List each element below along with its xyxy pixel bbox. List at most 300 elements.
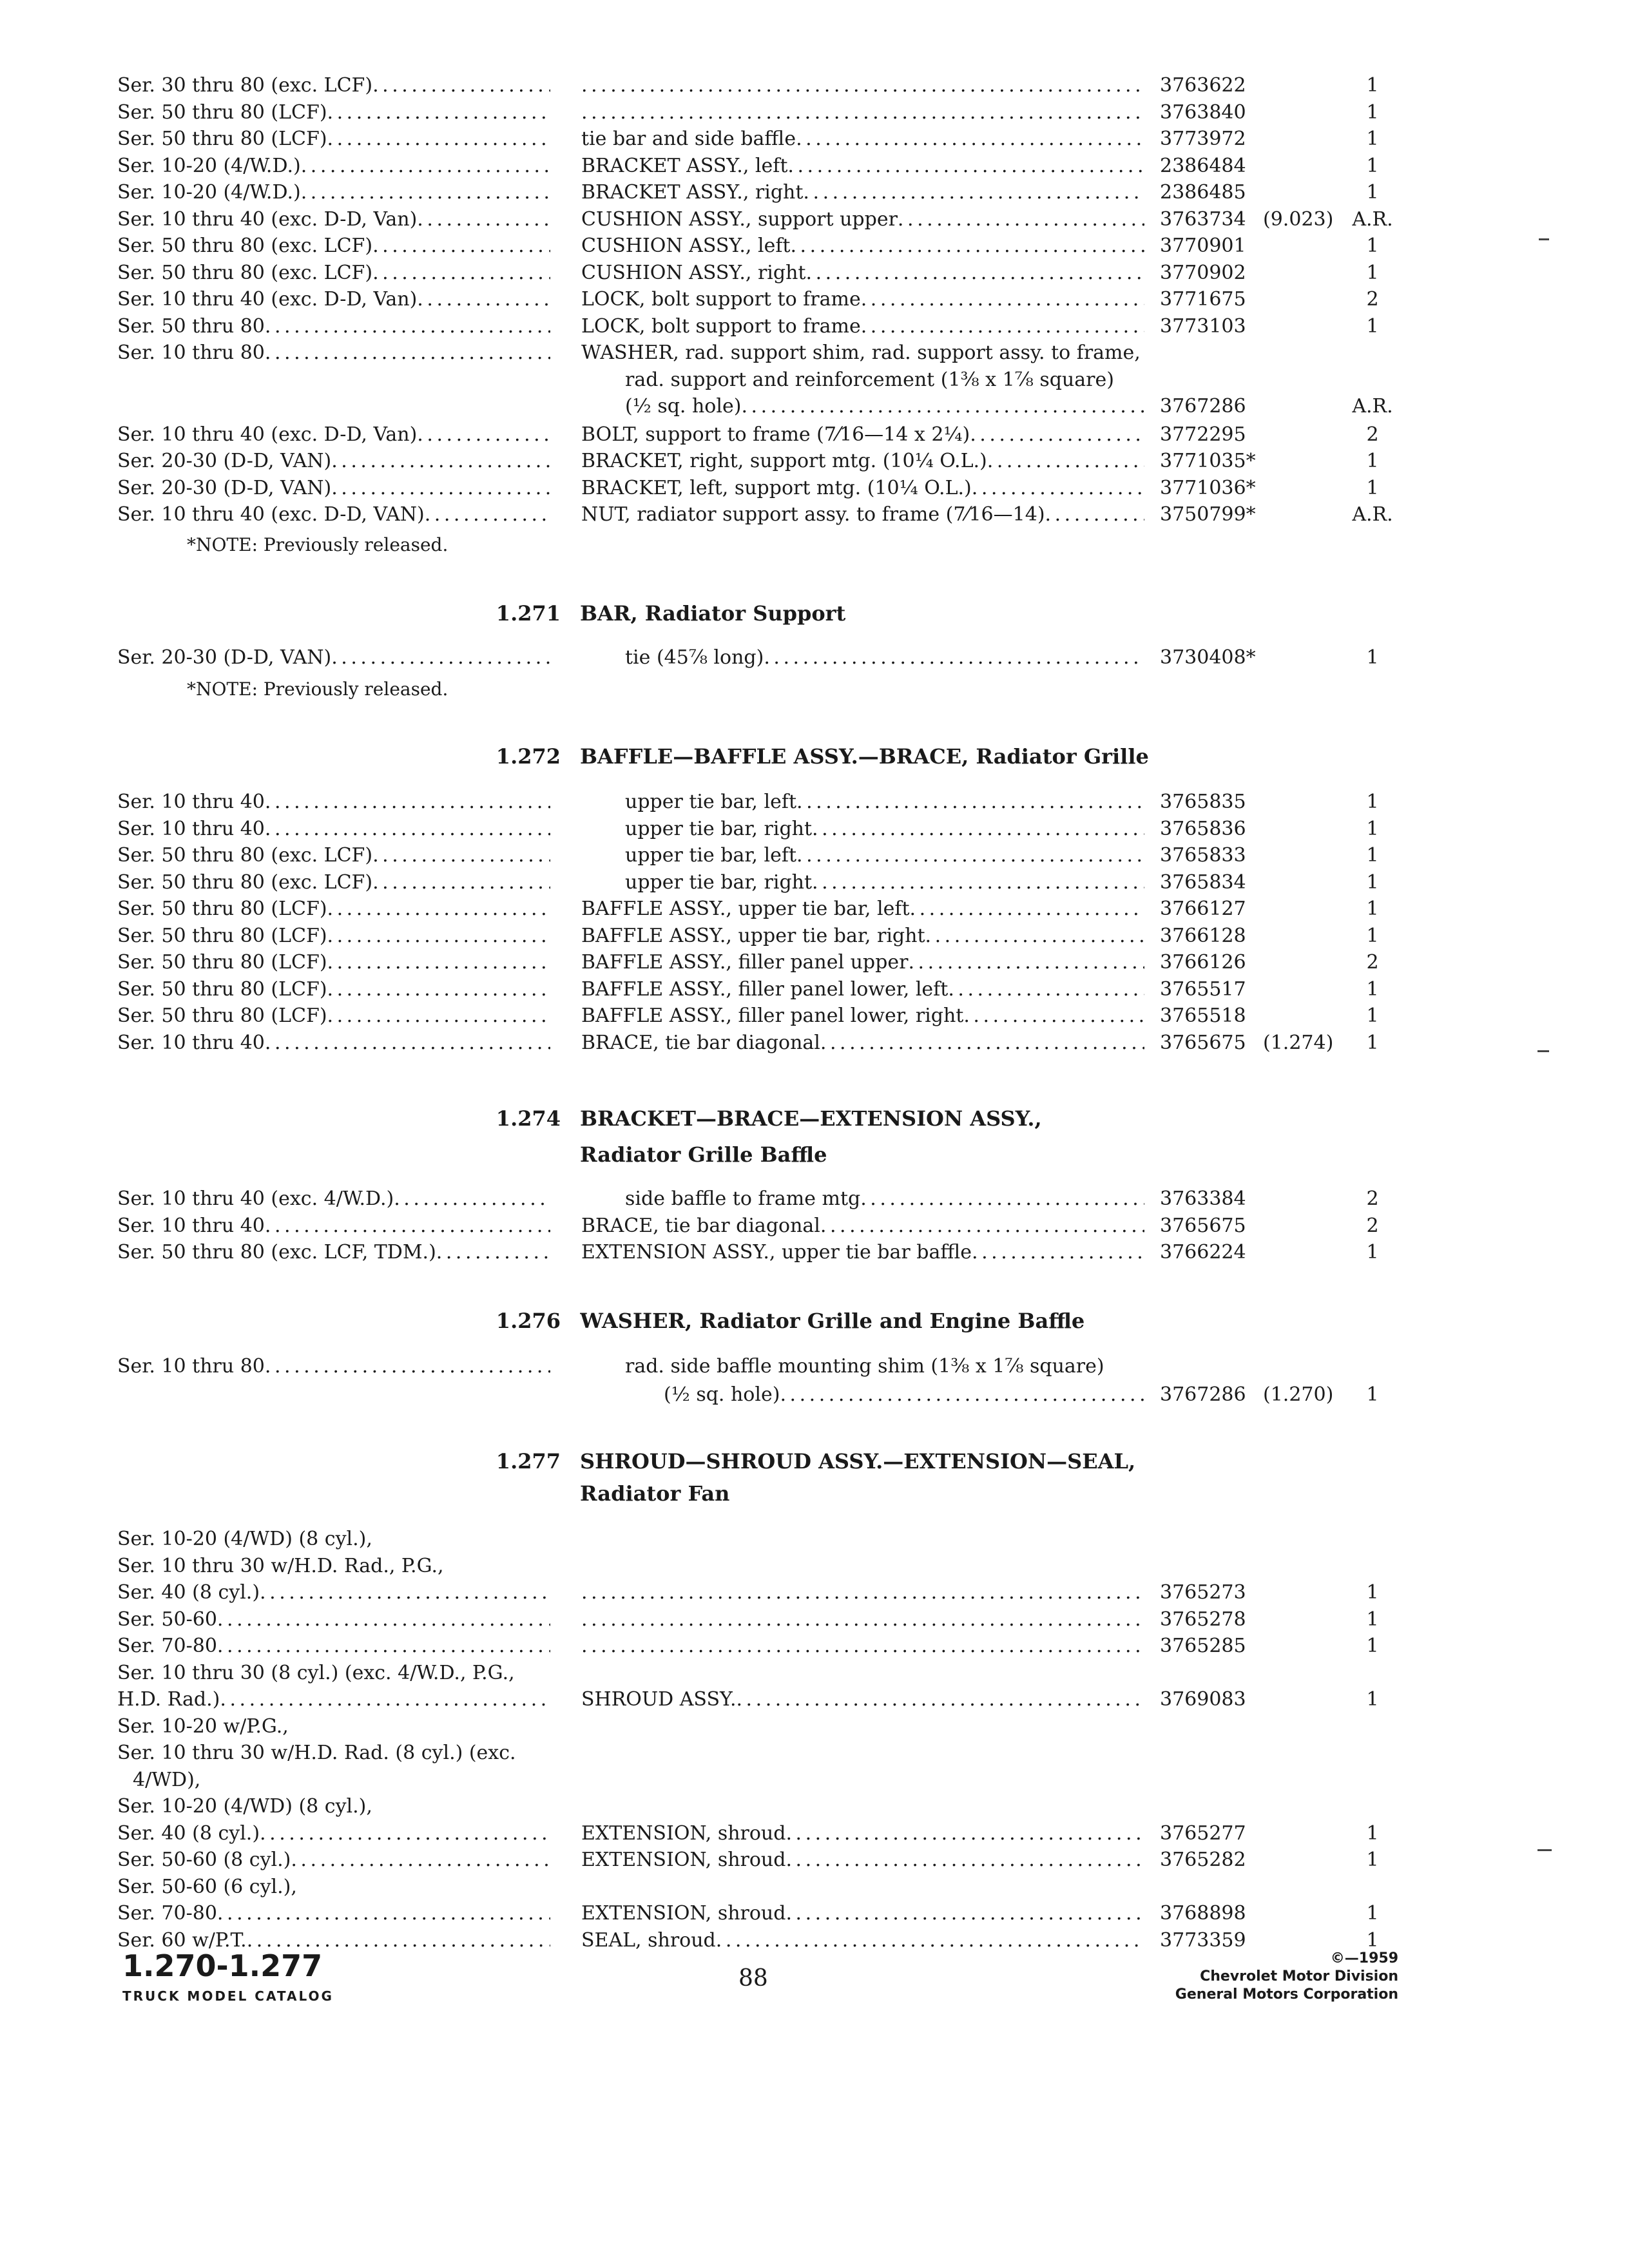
applicability-text: Ser. 50-60 [117, 1608, 217, 1631]
quantity: 1 [1366, 1849, 1379, 1871]
quantity: A.R. [1352, 503, 1393, 526]
part-number: 3769083 [1160, 1688, 1246, 1711]
applicability-text: Ser. 20-30 (D-D, VAN) [117, 450, 332, 472]
part-row [0, 869, 1629, 896]
dot-leader [898, 206, 1144, 233]
applicability [117, 233, 550, 260]
quantity: 2 [1366, 951, 1379, 974]
part-description [625, 789, 1144, 816]
section-title: BRACKET—BRACE—EXTENSION ASSY., [580, 1106, 1042, 1131]
part-description-text: SEAL, shroud [581, 1929, 716, 1952]
part-description [581, 313, 1144, 340]
part-row [0, 789, 1629, 816]
applicability-text: Ser. 10 thru 40 [117, 1215, 265, 1237]
section-title: SHROUD—SHROUD ASSY.—EXTENSION—SEAL, [580, 1449, 1136, 1474]
part-number: 3765675 [1160, 1215, 1246, 1237]
section-number: 1.276 [496, 1309, 561, 1333]
applicability-row [0, 1526, 1629, 1553]
quantity: 1 [1366, 1635, 1379, 1657]
applicability-row [0, 1874, 1629, 1901]
quantity: 1 [1366, 181, 1379, 204]
dot-leader [327, 923, 550, 950]
dot-leader [820, 1030, 1144, 1057]
dot-leader [581, 1579, 1144, 1606]
section-title: BAFFLE—BAFFLE ASSY.—BRACE, Radiator Grille [580, 744, 1149, 769]
applicability-text: Ser. 70-80 [117, 1635, 217, 1657]
applicability-text: Ser. 20-30 (D-D, VAN) [117, 477, 332, 499]
section-number: 1.272 [496, 744, 561, 769]
dot-leader [987, 448, 1144, 475]
part-row [0, 816, 1629, 843]
part-row [0, 99, 1629, 126]
part-description [581, 260, 1144, 287]
part-row [0, 501, 1629, 528]
part-row [0, 1820, 1629, 1847]
part-description-text: BRACKET, right, support mtg. (10¼ O.L.) [581, 450, 987, 472]
part-description-text: BRACKET ASSY., right [581, 181, 804, 204]
quantity: 1 [1366, 898, 1379, 920]
part-description-text: BAFFLE ASSY., filler panel upper [581, 951, 909, 974]
quantity: A.R. [1352, 395, 1393, 418]
applicability [117, 260, 550, 287]
part-description [581, 206, 1144, 233]
dot-leader [265, 340, 550, 367]
footer-catalog-name: TRUCK MODEL CATALOG [122, 1988, 334, 2004]
part-number: 3765836 [1160, 818, 1246, 840]
part-description-text: LOCK, bolt support to frame [581, 288, 861, 311]
quantity: 1 [1366, 1608, 1379, 1631]
applicability [117, 896, 550, 923]
dot-leader [812, 869, 1144, 896]
part-number: 3765278 [1160, 1608, 1246, 1631]
part-description-text: EXTENSION, shroud [581, 1849, 786, 1871]
quantity: 2 [1366, 423, 1379, 446]
part-description [581, 1927, 1144, 1954]
applicability [117, 1213, 550, 1240]
part-row [0, 1003, 1629, 1030]
part-number: 2386485 [1160, 181, 1246, 204]
part-number: 3763734 [1160, 208, 1246, 231]
part-number: 2386484 [1160, 155, 1246, 177]
applicability [117, 126, 550, 153]
dot-leader [764, 644, 1144, 671]
margin-mark [1539, 238, 1549, 240]
applicability [117, 923, 550, 950]
applicability-text: Ser. 10 thru 40 (exc. D-D, Van) [117, 423, 418, 446]
part-description [581, 1686, 1144, 1713]
applicability [117, 1847, 550, 1874]
dot-leader [327, 99, 550, 126]
part-description [581, 1003, 1144, 1030]
applicability [117, 1606, 550, 1633]
applicability-row [0, 1767, 1629, 1794]
applicability [117, 842, 550, 869]
dot-leader [581, 99, 1144, 126]
part-row [0, 1239, 1629, 1266]
dot-leader [260, 1579, 550, 1606]
quantity: 2 [1366, 1187, 1379, 1210]
part-description [581, 179, 1144, 206]
part-description [581, 99, 1144, 126]
part-description-text: BAFFLE ASSY., filler panel lower, left [581, 978, 949, 1001]
part-number: 3771036* [1160, 477, 1256, 499]
dot-leader [327, 976, 550, 1003]
footnote: *NOTE: Previously released. [187, 534, 448, 555]
applicability-text: H.D. Rad.) [117, 1688, 220, 1711]
dot-leader [963, 1003, 1144, 1030]
applicability-row [0, 1740, 1629, 1767]
dot-leader [786, 1820, 1144, 1847]
part-number: 3763622 [1160, 74, 1246, 97]
applicability: Ser. 10 thru 30 w/H.D. Rad. (8 cyl.) (exc. [117, 1742, 516, 1764]
part-row [0, 286, 1629, 313]
part-description-text: upper tie bar, right [625, 871, 813, 894]
part-row [0, 153, 1629, 180]
section-title: Radiator Grille Baffle [580, 1142, 827, 1167]
applicability-text: Ser. 40 (8 cyl.) [117, 1822, 260, 1845]
quantity: 1 [1366, 818, 1379, 840]
applicability [117, 1633, 550, 1660]
dot-leader [372, 72, 550, 99]
footer-section-range: 1.270-1.277 [122, 1948, 323, 1983]
applicability: Ser. 10 thru 30 (8 cyl.) (exc. 4/W.D., P.G., [117, 1662, 515, 1684]
part-number: 3771675 [1160, 288, 1246, 311]
dot-leader [786, 1900, 1144, 1927]
part-description-text: NUT, radiator support assy. to frame (7⁄16—14) [581, 503, 1045, 526]
quantity: 1 [1366, 128, 1379, 150]
applicability-text: Ser. 50 thru 80 (exc. LCF) [117, 262, 373, 284]
dot-leader [331, 448, 550, 475]
part-description: rad. side baffle mounting shim (1⅜ x 1⅞ square) [625, 1355, 1104, 1378]
applicability [117, 789, 550, 816]
part-description [581, 1579, 1144, 1606]
dot-leader [265, 816, 550, 843]
applicability [117, 1030, 550, 1057]
part-number: 3772295 [1160, 423, 1246, 446]
quantity: 1 [1366, 1688, 1379, 1711]
applicability [117, 816, 550, 843]
part-description [581, 126, 1144, 153]
dot-leader [780, 1381, 1144, 1408]
dot-leader [741, 393, 1144, 420]
dot-leader [417, 286, 550, 313]
applicability-text: Ser. 40 (8 cyl.) [117, 1581, 260, 1604]
part-row [0, 179, 1629, 206]
corporation-name: General Motors Corporation [1175, 1986, 1398, 2003]
section-title: Radiator Fan [580, 1481, 730, 1506]
part-row [0, 340, 1629, 367]
applicability-text: Ser. 50 thru 80 (LCF) [117, 898, 327, 920]
part-description-text: LOCK, bolt support to frame [581, 315, 861, 338]
part-number: 3766126 [1160, 951, 1246, 974]
dot-leader [910, 896, 1144, 923]
dot-leader [417, 206, 550, 233]
group-reference: (1.274) [1263, 1032, 1334, 1054]
part-row [0, 313, 1629, 340]
part-number: 3770901 [1160, 235, 1246, 257]
part-description [581, 233, 1144, 260]
applicability [117, 1186, 550, 1213]
dot-leader [417, 421, 550, 448]
part-number: 3765835 [1160, 791, 1246, 813]
part-number: 3773103 [1160, 315, 1246, 338]
part-row [0, 976, 1629, 1003]
part-row [0, 260, 1629, 287]
part-row [0, 72, 1629, 99]
part-row [0, 1686, 1629, 1713]
quantity: 1 [1366, 791, 1379, 813]
part-row [0, 949, 1629, 976]
part-description: WASHER, rad. support shim, rad. support assy. to frame, [581, 341, 1141, 364]
quantity: 1 [1366, 74, 1379, 97]
part-description [581, 1030, 1144, 1057]
applicability [117, 475, 550, 502]
applicability: Ser. 50-60 (6 cyl.), [117, 1876, 297, 1898]
section-number: 1.271 [496, 601, 561, 626]
applicability: Ser. 10 thru 30 w/H.D. Rad., P.G., [117, 1555, 444, 1577]
dot-leader [716, 1927, 1144, 1954]
part-description-continued-row [0, 367, 1629, 394]
part-description-text: upper tie bar, left [625, 791, 797, 813]
part-description [581, 448, 1144, 475]
section-number: 1.274 [496, 1106, 561, 1131]
part-description-text: CUSHION ASSY., support upper [581, 208, 898, 231]
part-description-continued: rad. support and reinforcement (1⅜ x 1⅞ square) [625, 369, 1114, 391]
part-number: 3765834 [1160, 871, 1246, 894]
dot-leader [217, 1633, 550, 1660]
part-number: 3766128 [1160, 925, 1246, 947]
applicability-row [0, 1553, 1629, 1580]
part-number: 3765675 [1160, 1032, 1246, 1054]
dot-leader [972, 1239, 1144, 1266]
quantity: 1 [1366, 155, 1379, 177]
dot-leader [372, 260, 550, 287]
dot-leader [948, 976, 1144, 1003]
page-number: 88 [738, 1965, 768, 1992]
dot-leader [327, 1003, 550, 1030]
quantity: 1 [1366, 262, 1379, 284]
quantity: 1 [1366, 1902, 1379, 1925]
quantity: 1 [1366, 978, 1379, 1001]
part-row [0, 923, 1629, 950]
dot-leader [331, 644, 550, 671]
applicability-text: Ser. 50 thru 80 (exc. LCF) [117, 235, 373, 257]
part-number: 3770902 [1160, 262, 1246, 284]
quantity: 1 [1366, 844, 1379, 867]
quantity: 1 [1366, 450, 1379, 472]
applicability-text: Ser. 50 thru 80 (exc. LCF, TDM.) [117, 1241, 436, 1264]
quantity: 1 [1366, 101, 1379, 124]
dot-leader [260, 1820, 550, 1847]
applicability-text: Ser. 20-30 (D-D, VAN) [117, 646, 332, 669]
dot-leader [301, 179, 550, 206]
part-row [0, 1633, 1629, 1660]
applicability [117, 869, 550, 896]
dot-leader [861, 313, 1144, 340]
part-description [581, 475, 1144, 502]
part-description [581, 976, 1144, 1003]
part-row [0, 448, 1629, 475]
dot-leader [291, 1847, 550, 1874]
quantity: 1 [1366, 1241, 1379, 1264]
part-row [0, 1606, 1629, 1633]
part-number: 3773359 [1160, 1929, 1246, 1952]
part-number: 3765282 [1160, 1849, 1246, 1871]
applicability-text: Ser. 10 thru 40 (exc. D-D, VAN) [117, 503, 425, 526]
applicability-text: Ser. 50 thru 80 (LCF) [117, 128, 327, 150]
dot-leader [394, 1186, 550, 1213]
applicability-text: Ser. 10 thru 40 (exc. D-D, Van) [117, 208, 418, 231]
part-row [0, 233, 1629, 260]
part-number: 3771035* [1160, 450, 1256, 472]
dot-leader [581, 1633, 1144, 1660]
division-name: Chevrolet Motor Division [1200, 1968, 1398, 1984]
applicability [117, 206, 550, 233]
applicability: Ser. 10-20 (4/WD) (8 cyl.), [117, 1528, 372, 1550]
applicability [117, 1579, 550, 1606]
part-description [581, 421, 1144, 448]
dot-leader [796, 126, 1144, 153]
dot-leader [372, 842, 550, 869]
part-number: 3766127 [1160, 898, 1246, 920]
applicability-text: Ser. 10-20 (4/W.D.) [117, 181, 301, 204]
dot-leader [331, 475, 550, 502]
applicability-text: Ser. 60 w/P.T. [117, 1929, 247, 1952]
applicability-text: Ser. 30 thru 80 (exc. LCF) [117, 74, 373, 97]
part-number: 3763384 [1160, 1187, 1246, 1210]
part-row [0, 1381, 1629, 1408]
applicability-text: Ser. 50 thru 80 (LCF) [117, 978, 327, 1001]
applicability [117, 340, 550, 367]
part-description [581, 923, 1144, 950]
part-number: 3765273 [1160, 1581, 1246, 1604]
applicability [117, 179, 550, 206]
quantity: 1 [1366, 1929, 1379, 1952]
dot-leader [796, 789, 1144, 816]
part-description-text: CUSHION ASSY., left [581, 235, 791, 257]
dot-leader [581, 1606, 1144, 1633]
part-description-continued [664, 1381, 1144, 1408]
dot-leader [265, 1213, 550, 1240]
part-description-continued [625, 393, 1144, 420]
dot-leader [301, 153, 550, 180]
part-number: 3767286 [1160, 395, 1246, 418]
part-row [0, 842, 1629, 869]
part-row [0, 1186, 1629, 1213]
part-number: 3765285 [1160, 1635, 1246, 1657]
part-number: 3765517 [1160, 978, 1246, 1001]
part-description-continued-text: (½ sq. hole) [664, 1383, 780, 1406]
dot-leader [908, 949, 1144, 976]
quantity: 2 [1366, 288, 1379, 311]
part-row [0, 421, 1629, 448]
dot-leader [265, 1030, 550, 1057]
part-description-text: side baffle to frame mtg [625, 1187, 861, 1210]
part-description [581, 1606, 1144, 1633]
applicability [117, 313, 550, 340]
part-description-text: tie (45⅞ long) [625, 646, 764, 669]
dot-leader [790, 233, 1144, 260]
applicability-text: Ser. 10 thru 80 [117, 1355, 265, 1378]
applicability: 4/WD), [133, 1769, 201, 1791]
applicability-text: Ser. 50 thru 80 [117, 315, 265, 338]
dot-leader [970, 421, 1144, 448]
applicability [117, 99, 550, 126]
part-description [625, 644, 1144, 671]
dot-leader [787, 153, 1144, 180]
applicability: Ser. 10-20 (4/WD) (8 cyl.), [117, 1795, 372, 1818]
dot-leader [327, 126, 550, 153]
part-number: 3765518 [1160, 1004, 1246, 1027]
section-number: 1.277 [496, 1449, 561, 1474]
part-description [581, 501, 1144, 528]
part-description [581, 1633, 1144, 1660]
applicability-row [0, 1660, 1629, 1687]
dot-leader [786, 1847, 1144, 1874]
applicability [117, 1686, 550, 1713]
part-description [581, 153, 1144, 180]
part-row [0, 644, 1629, 671]
dot-leader [265, 789, 550, 816]
part-description-text: BRACE, tie bar diagonal [581, 1215, 820, 1237]
part-description-text: BAFFLE ASSY., upper tie bar, left [581, 898, 910, 920]
applicability-text: Ser. 50 thru 80 (LCF) [117, 951, 327, 974]
part-description [581, 72, 1144, 99]
part-number: 3730408* [1160, 646, 1256, 669]
quantity: 1 [1366, 1004, 1379, 1027]
part-description-text: BOLT, support to frame (7⁄16—14 x 2¼) [581, 423, 970, 446]
part-description [581, 1847, 1144, 1874]
dot-leader [327, 896, 550, 923]
dot-leader [217, 1606, 550, 1633]
section-title: WASHER, Radiator Grille and Engine Baffle [580, 1309, 1085, 1333]
dot-leader [217, 1900, 550, 1927]
dot-leader [796, 842, 1144, 869]
applicability-text: Ser. 10 thru 40 [117, 791, 265, 813]
part-row [0, 1030, 1629, 1057]
applicability [117, 421, 550, 448]
dot-leader [372, 869, 550, 896]
applicability [117, 286, 550, 313]
dot-leader [861, 286, 1144, 313]
part-row [0, 393, 1629, 420]
part-description [625, 1186, 1144, 1213]
part-description-text: BRACKET, left, support mtg. (10¼ O.L.) [581, 477, 972, 499]
dot-leader [972, 475, 1144, 502]
part-number: 3773972 [1160, 128, 1246, 150]
quantity: 1 [1366, 1581, 1379, 1604]
part-row [0, 1847, 1629, 1874]
part-description [625, 816, 1144, 843]
applicability-text: Ser. 10 thru 40 [117, 818, 265, 840]
applicability [117, 72, 550, 99]
applicability [117, 1353, 550, 1380]
dot-leader [812, 816, 1144, 843]
quantity: 1 [1366, 871, 1379, 894]
applicability: Ser. 10-20 w/P.G., [117, 1715, 289, 1738]
quantity: 1 [1366, 315, 1379, 338]
part-description [581, 286, 1144, 313]
applicability-text: Ser. 50 thru 80 (LCF) [117, 1004, 327, 1027]
part-description-text: BAFFLE ASSY., filler panel lower, right [581, 1004, 964, 1027]
part-description [581, 1213, 1144, 1240]
part-number: 3767286 [1160, 1383, 1246, 1406]
part-row [0, 1579, 1629, 1606]
dot-leader [425, 501, 550, 528]
applicability [117, 1900, 550, 1927]
applicability [117, 1820, 550, 1847]
quantity: 1 [1366, 925, 1379, 947]
